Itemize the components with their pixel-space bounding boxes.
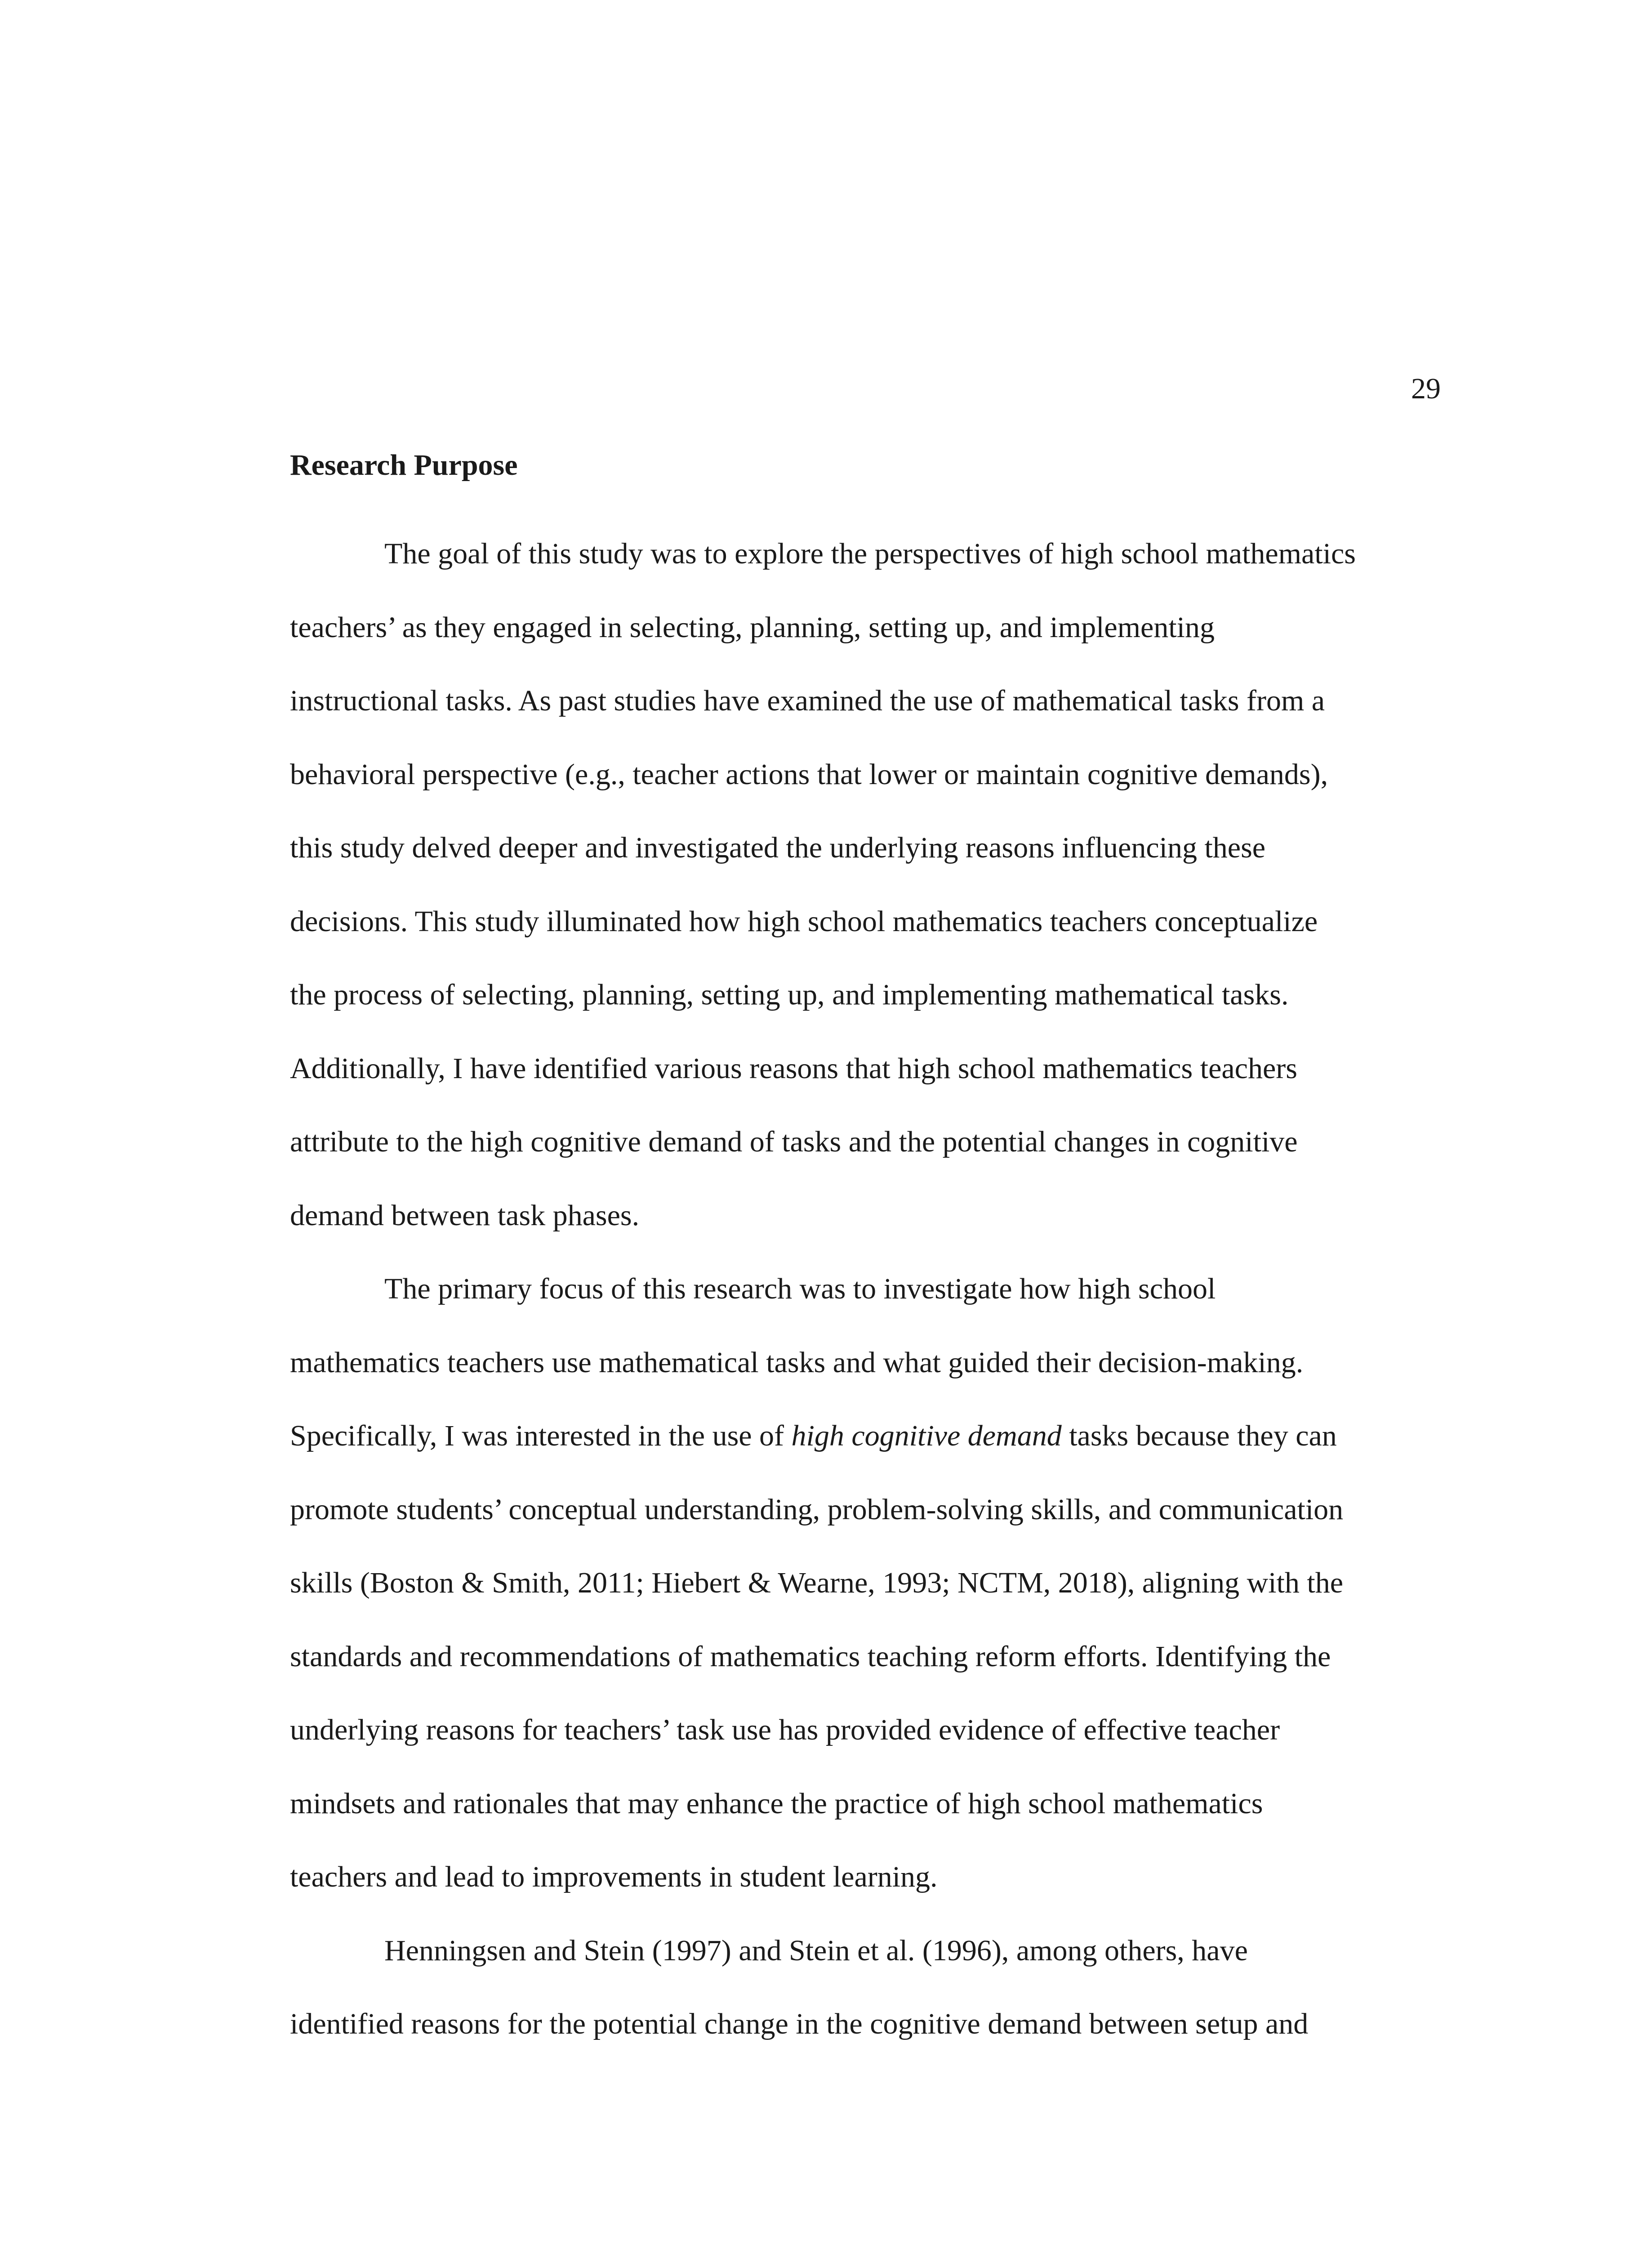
page-number: 29 bbox=[1411, 372, 1441, 405]
text-line: mindsets and rationales that may enhance the practice of high school mathematics bbox=[290, 1787, 1263, 1820]
text-line: promote students’ conceptual understanding, problem-solving skills, and communication bbox=[290, 1493, 1344, 1526]
text-line: this study delved deeper and investigated the underlying reasons influencing these bbox=[290, 831, 1266, 864]
text-line: behavioral perspective (e.g., teacher actions that lower or maintain cognitive demands), bbox=[290, 758, 1328, 791]
paragraph-research-goal bbox=[290, 517, 1427, 1252]
text-line: standards and recommendations of mathematics teaching reform efforts. Identifying the bbox=[290, 1640, 1331, 1673]
text-line: The primary focus of this research was to investigate how high school bbox=[384, 1272, 1216, 1305]
text-line: Henningsen and Stein (1997) and Stein et al. (1996), among others, have bbox=[384, 1934, 1248, 1967]
text-line: the process of selecting, planning, setting up, and implementing mathematical tasks. bbox=[290, 978, 1289, 1011]
text-line: underlying reasons for teachers’ task use has provided evidence of effective teacher bbox=[290, 1713, 1280, 1746]
text-span: Specifically, I was interested in the use of bbox=[290, 1419, 792, 1452]
text-line: teachers’ as they engaged in selecting, planning, setting up, and implementing bbox=[290, 611, 1215, 644]
text-line: demand between task phases. bbox=[290, 1199, 640, 1232]
body-text bbox=[290, 443, 1427, 2061]
emphasized-term: high cognitive demand bbox=[791, 1419, 1062, 1452]
text-line: instructional tasks. As past studies have examined the use of mathematical tasks from a bbox=[290, 684, 1325, 717]
text-line: identified reasons for the potential change in the cognitive demand between setup and bbox=[290, 2007, 1309, 2040]
text-line: teachers and lead to improvements in student learning. bbox=[290, 1860, 938, 1893]
text-line: mathematics teachers use mathematical tasks and what guided their decision-making. bbox=[290, 1346, 1304, 1379]
section-heading: Research Purpose bbox=[290, 449, 518, 482]
text-line: attribute to the high cognitive demand of tasks and the potential changes in cognitive bbox=[290, 1125, 1298, 1158]
text-line: decisions. This study illuminated how high school mathematics teachers conceptualize bbox=[290, 905, 1318, 938]
paragraph-research-focus bbox=[290, 1252, 1427, 1914]
text-line-with-emphasis bbox=[290, 1399, 1427, 1473]
text-line: Additionally, I have identified various reasons that high school mathematics teachers bbox=[290, 1052, 1297, 1085]
text-line: The goal of this study was to explore the perspectives of high school mathematics bbox=[384, 537, 1356, 570]
text-span: tasks because they can bbox=[1061, 1419, 1337, 1452]
text-line: skills (Boston & Smith, 2011; Hiebert & Wearne, 1993; NCTM, 2018), aligning with the bbox=[290, 1566, 1344, 1599]
paragraph-prior-research bbox=[290, 1914, 1427, 2061]
